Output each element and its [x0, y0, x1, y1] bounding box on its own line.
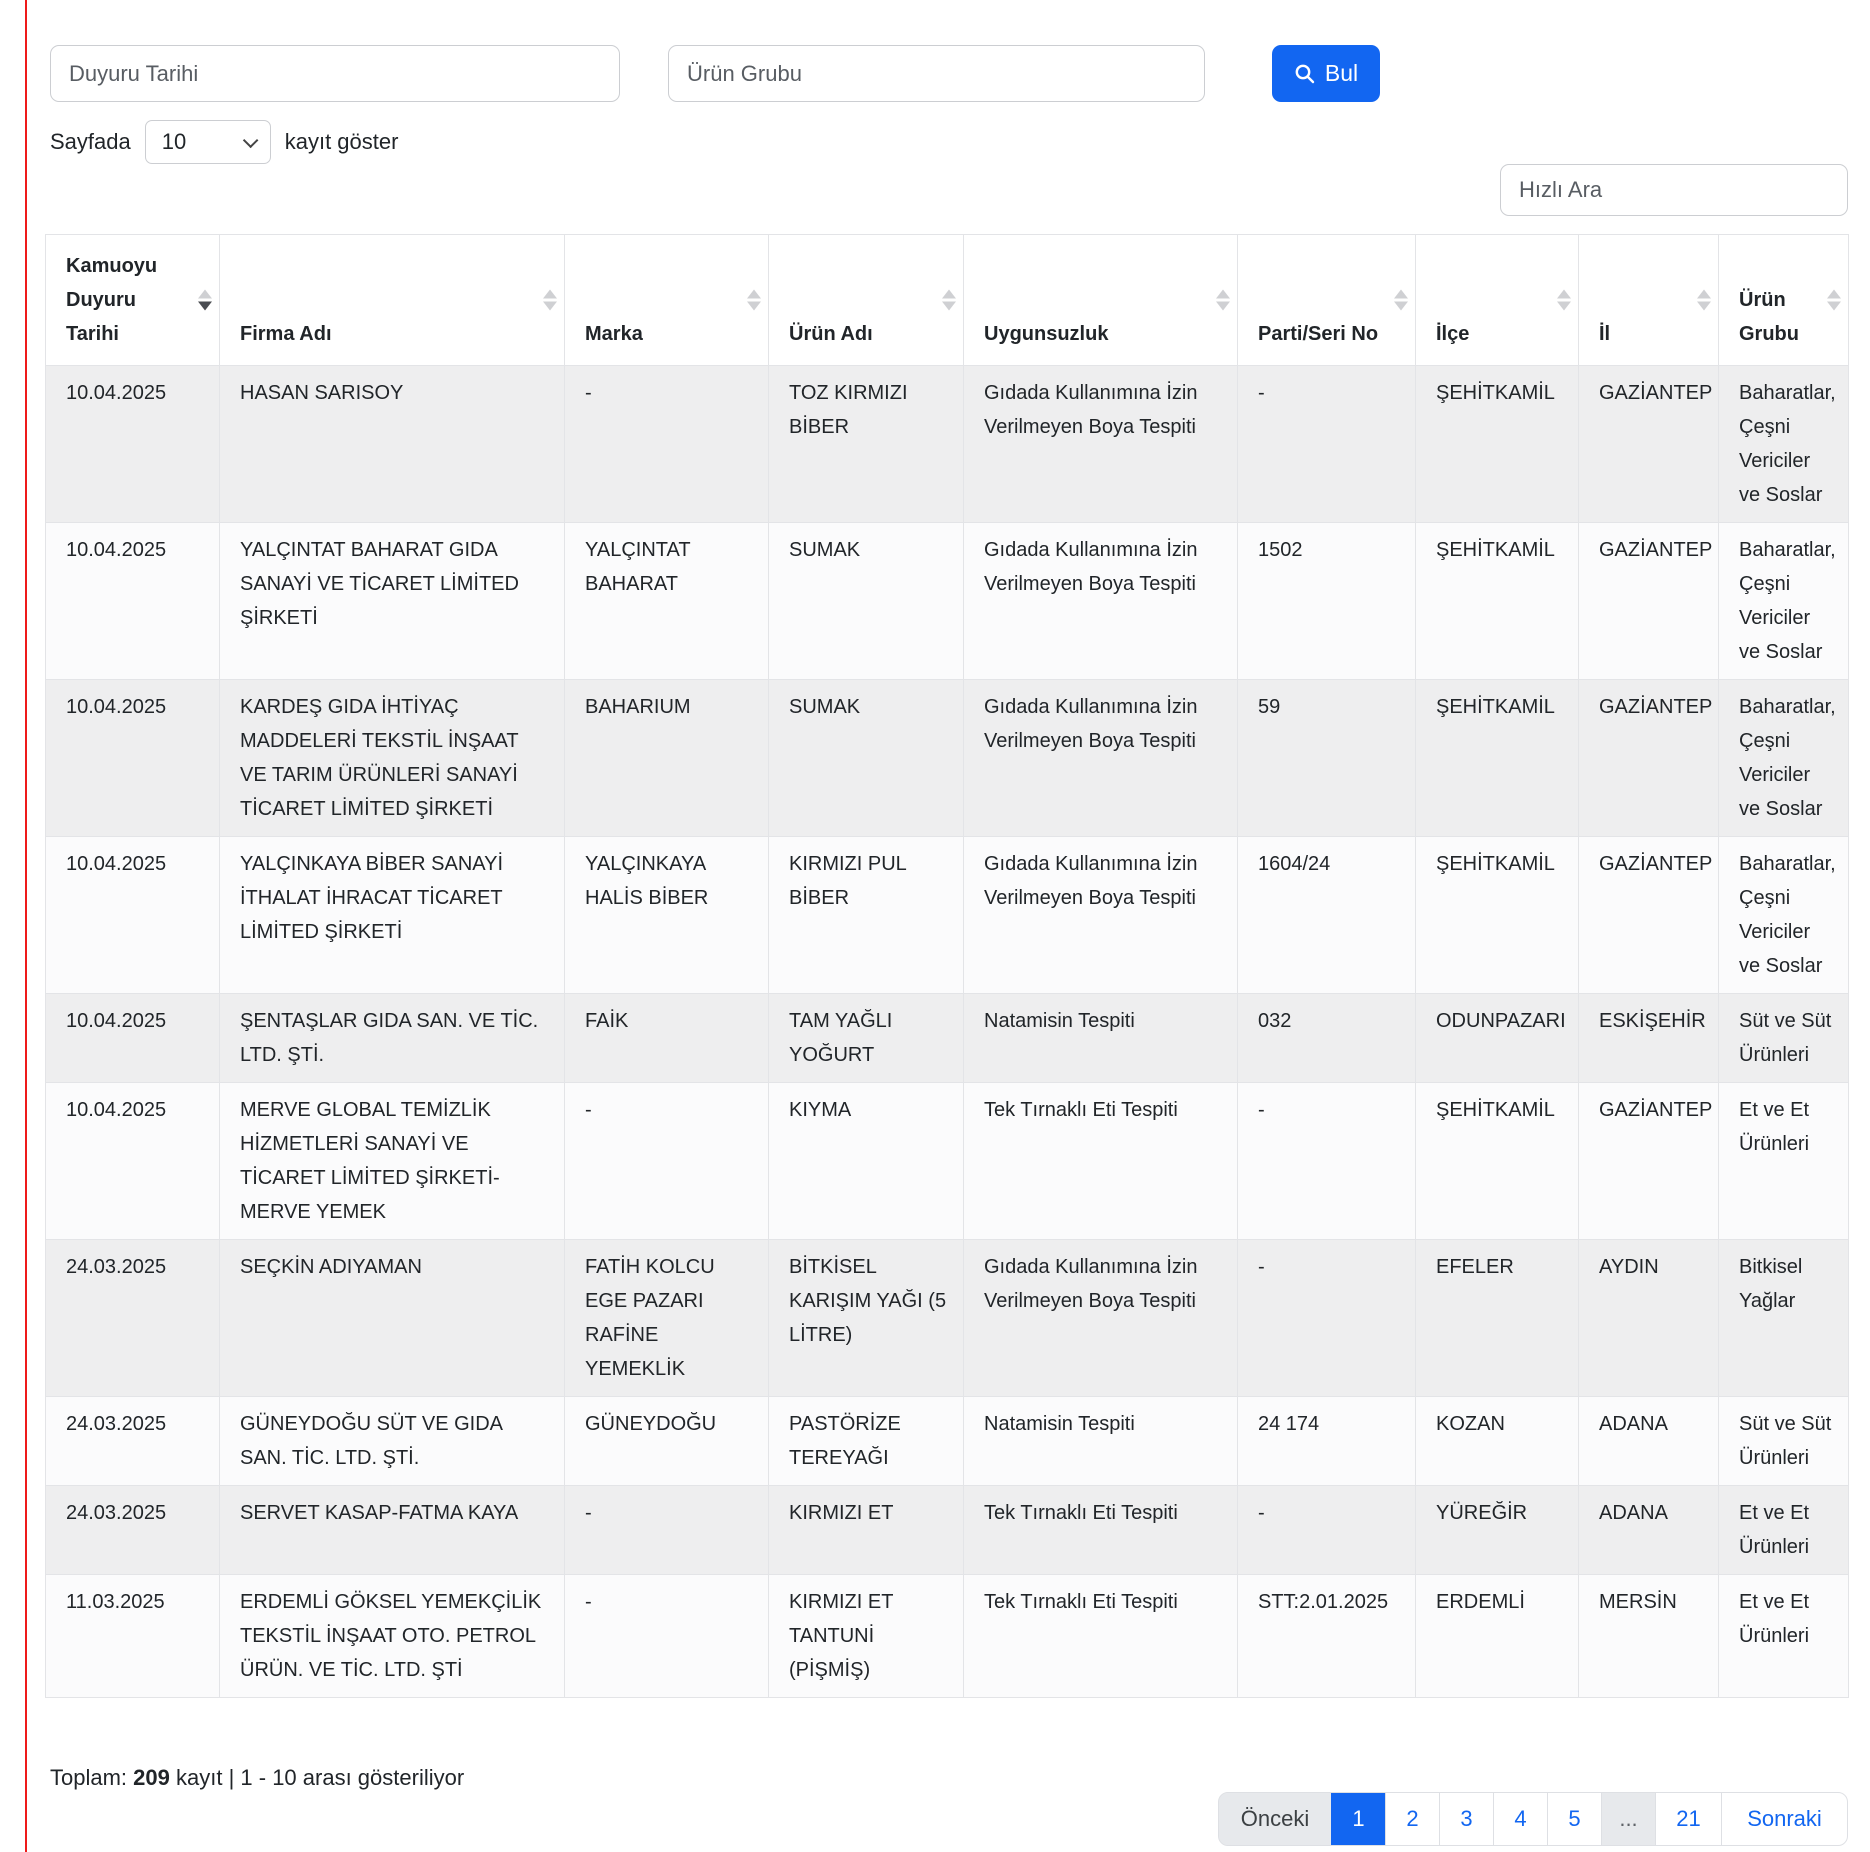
table-cell: SERVET KASAP-FATMA KAYA: [220, 1486, 565, 1575]
table-cell: ŞENTAŞLAR GIDA SAN. VE TİC. LTD. ŞTİ.: [220, 994, 565, 1083]
table-cell: YALÇINKAYA HALİS BİBER: [565, 837, 769, 994]
table-cell: TOZ KIRMIZI BİBER: [769, 366, 964, 523]
column-header-2[interactable]: [565, 235, 769, 366]
table-cell: 11.03.2025: [46, 1575, 220, 1698]
table-cell: ŞEHİTKAMİL: [1416, 680, 1579, 837]
quick-search-input[interactable]: [1500, 164, 1848, 216]
table-cell: Tek Tırnaklı Eti Tespiti: [964, 1083, 1238, 1240]
find-button-label: Bul: [1324, 60, 1359, 86]
column-header-5[interactable]: [1238, 235, 1416, 366]
table-cell: SUMAK: [769, 680, 964, 837]
column-header-label: İl: [1599, 323, 1611, 345]
table-cell: KIRMIZI ET TANTUNİ (PİŞMİŞ): [769, 1575, 964, 1698]
table-cell: BİTKİSEL KARIŞIM YAĞI (5 LİTRE): [769, 1240, 964, 1397]
sort-icon: [747, 290, 761, 311]
table-cell: YALÇINKAYA BİBER SANAYİ İTHALAT İHRACAT TİCARET LİMİTED ŞİRKETİ: [220, 837, 565, 994]
table-cell: -: [1238, 1240, 1416, 1397]
announcement-date-input[interactable]: [50, 45, 620, 102]
table-cell: KIYMA: [769, 1083, 964, 1240]
table-cell: Tek Tırnaklı Eti Tespiti: [964, 1575, 1238, 1698]
table-cell: MERVE GLOBAL TEMİZLİK HİZMETLERİ SANAYİ VE TİCARET LİMİTED ŞİRKETİ-MERVE YEMEK: [220, 1083, 565, 1240]
column-header-7[interactable]: [1579, 235, 1719, 366]
sort-icon: [1697, 290, 1711, 311]
table-cell: -: [1238, 1083, 1416, 1240]
column-header-label: İlçe: [1436, 323, 1470, 345]
table-cell: Natamisin Tespiti: [964, 1397, 1238, 1486]
pagination-page-4[interactable]: 4: [1493, 1793, 1547, 1845]
table-cell: Baharatlar, Çeşni Vericiler ve Soslar: [1719, 366, 1849, 523]
table-cell: -: [565, 1575, 769, 1698]
table-row: [46, 1240, 1849, 1397]
sort-icon: [1827, 290, 1841, 311]
table-cell: 1502: [1238, 523, 1416, 680]
table-cell: Tek Tırnaklı Eti Tespiti: [964, 1486, 1238, 1575]
table-cell: Et ve Et Ürünleri: [1719, 1083, 1849, 1240]
page-size-control: [50, 120, 398, 164]
total-count: 209: [133, 1765, 170, 1790]
table-cell: 10.04.2025: [46, 994, 220, 1083]
table-cell: FAİK: [565, 994, 769, 1083]
table-cell: YALÇINTAT BAHARAT GIDA SANAYİ VE TİCARET LİMİTED ŞİRKETİ: [220, 523, 565, 680]
total-prefix: Toplam:: [50, 1765, 128, 1790]
records-summary: [50, 1765, 464, 1791]
table-cell: SUMAK: [769, 523, 964, 680]
table-cell: 10.04.2025: [46, 680, 220, 837]
table-cell: Gıdada Kullanımına İzin Verilmeyen Boya Tespiti: [964, 680, 1238, 837]
column-header-8[interactable]: [1719, 235, 1849, 366]
table-cell: -: [1238, 1486, 1416, 1575]
table-header-row: [46, 235, 1849, 366]
table-cell: Gıdada Kullanımına İzin Verilmeyen Boya Tespiti: [964, 837, 1238, 994]
table-cell: Gıdada Kullanımına İzin Verilmeyen Boya Tespiti: [964, 523, 1238, 680]
table-cell: Bitkisel Yağlar: [1719, 1240, 1849, 1397]
column-header-label: Uygunsuzluk: [984, 323, 1109, 345]
table-row: [46, 1575, 1849, 1698]
page-size-value: 10: [161, 129, 187, 154]
table-cell: GAZİANTEP: [1579, 680, 1719, 837]
column-header-label: Ürün Adı: [789, 323, 873, 345]
table-cell: -: [1238, 366, 1416, 523]
chevron-down-icon: [243, 132, 259, 148]
table-cell: -: [565, 366, 769, 523]
table-row: [46, 837, 1849, 994]
table-cell: 59: [1238, 680, 1416, 837]
column-header-label: Firma Adı: [240, 323, 332, 345]
column-header-label: Ürün Grubu: [1739, 289, 1799, 345]
table-row: [46, 1397, 1849, 1486]
pagination-previous-button[interactable]: Önceki: [1219, 1793, 1331, 1845]
table-cell: 24.03.2025: [46, 1486, 220, 1575]
pagination-page-5[interactable]: 5: [1547, 1793, 1601, 1845]
table-cell: ŞEHİTKAMİL: [1416, 1083, 1579, 1240]
table-cell: EFELER: [1416, 1240, 1579, 1397]
table-row: [46, 523, 1849, 680]
table-cell: TAM YAĞLI YOĞURT: [769, 994, 964, 1083]
results-table: [45, 234, 1849, 1698]
table-row: [46, 1083, 1849, 1240]
column-header-4[interactable]: [964, 235, 1238, 366]
search-icon: [1294, 63, 1316, 85]
column-header-label: Parti/Seri No: [1258, 323, 1379, 345]
pagination-page-1[interactable]: 1: [1331, 1793, 1385, 1845]
table-cell: 24 174: [1238, 1397, 1416, 1486]
table-cell: KIRMIZI ET: [769, 1486, 964, 1575]
table-cell: 24.03.2025: [46, 1240, 220, 1397]
table-cell: Et ve Et Ürünleri: [1719, 1486, 1849, 1575]
pagination-ellipsis: ...: [1601, 1793, 1655, 1845]
column-header-label: Marka: [585, 323, 643, 345]
table-cell: GÜNEYDOĞU SÜT VE GIDA SAN. TİC. LTD. ŞTİ.: [220, 1397, 565, 1486]
table-cell: BAHARIUM: [565, 680, 769, 837]
product-group-input[interactable]: [668, 45, 1205, 102]
table-row: [46, 994, 1849, 1083]
table-cell: ESKİŞEHİR: [1579, 994, 1719, 1083]
table-cell: Baharatlar, Çeşni Vericiler ve Soslar: [1719, 837, 1849, 994]
table-cell: Süt ve Süt Ürünleri: [1719, 1397, 1849, 1486]
table-cell: AYDIN: [1579, 1240, 1719, 1397]
column-header-6[interactable]: [1416, 235, 1579, 366]
table-cell: GAZİANTEP: [1579, 1083, 1719, 1240]
table-cell: KARDEŞ GIDA İHTİYAÇ MADDELERİ TEKSTİL İNŞAAT VE TARIM ÜRÜNLERİ SANAYİ TİCARET LİMİTED ŞİRKETİ: [220, 680, 565, 837]
table-cell: 24.03.2025: [46, 1397, 220, 1486]
column-header-3[interactable]: [769, 235, 964, 366]
table-cell: FATİH KOLCU EGE PAZARI RAFİNE YEMEKLİK: [565, 1240, 769, 1397]
pagination-page-2[interactable]: 2: [1385, 1793, 1439, 1845]
table-cell: Baharatlar, Çeşni Vericiler ve Soslar: [1719, 680, 1849, 837]
table-cell: HASAN SARISOY: [220, 366, 565, 523]
table-cell: ADANA: [1579, 1397, 1719, 1486]
table-cell: ŞEHİTKAMİL: [1416, 366, 1579, 523]
column-header-0[interactable]: [46, 235, 220, 366]
table-cell: 10.04.2025: [46, 366, 220, 523]
pagination-next-button[interactable]: Sonraki: [1721, 1793, 1847, 1845]
page-left-red-border: [25, 0, 27, 1852]
table-cell: 032: [1238, 994, 1416, 1083]
table-cell: ŞEHİTKAMİL: [1416, 523, 1579, 680]
table-cell: ERDEMLİ: [1416, 1575, 1579, 1698]
sort-icon: [198, 290, 212, 311]
table-cell: Süt ve Süt Ürünleri: [1719, 994, 1849, 1083]
table-cell: PASTÖRİZE TEREYAĞI: [769, 1397, 964, 1486]
table-cell: KIRMIZI PUL BİBER: [769, 837, 964, 994]
table-cell: 10.04.2025: [46, 837, 220, 994]
pagination-page-21[interactable]: 21: [1655, 1793, 1721, 1845]
table-cell: Gıdada Kullanımına İzin Verilmeyen Boya Tespiti: [964, 1240, 1238, 1397]
table-cell: -: [565, 1083, 769, 1240]
table-cell: ŞEHİTKAMİL: [1416, 837, 1579, 994]
table-cell: GAZİANTEP: [1579, 523, 1719, 680]
table-cell: 10.04.2025: [46, 1083, 220, 1240]
page-size-select[interactable]: [145, 120, 271, 164]
page-size-prefix-label: Sayfada: [50, 129, 131, 154]
table-cell: SEÇKİN ADIYAMAN: [220, 1240, 565, 1397]
table-cell: YALÇINTAT BAHARAT: [565, 523, 769, 680]
table-cell: KOZAN: [1416, 1397, 1579, 1486]
table-cell: GAZİANTEP: [1579, 366, 1719, 523]
column-header-1[interactable]: [220, 235, 565, 366]
table-cell: 1604/24: [1238, 837, 1416, 994]
table-cell: Et ve Et Ürünleri: [1719, 1575, 1849, 1698]
find-button[interactable]: [1272, 45, 1380, 102]
pagination-bar: [1218, 1792, 1848, 1846]
table-cell: ERDEMLİ GÖKSEL YEMEKÇİLİK TEKSTİL İNŞAAT OTO. PETROL ÜRÜN. VE TİC. LTD. ŞTİ: [220, 1575, 565, 1698]
sort-icon: [1394, 290, 1408, 311]
pagination-pages: [1331, 1793, 1721, 1845]
table-row: [46, 680, 1849, 837]
page-size-suffix-label: kayıt göster: [284, 129, 399, 154]
pagination-page-3[interactable]: 3: [1439, 1793, 1493, 1845]
table-cell: STT:2.01.2025: [1238, 1575, 1416, 1698]
sort-icon: [1216, 290, 1230, 311]
table-cell: Baharatlar, Çeşni Vericiler ve Soslar: [1719, 523, 1849, 680]
table-cell: ADANA: [1579, 1486, 1719, 1575]
table-cell: GAZİANTEP: [1579, 837, 1719, 994]
table-cell: ODUNPAZARI: [1416, 994, 1579, 1083]
table-cell: GÜNEYDOĞU: [565, 1397, 769, 1486]
table-cell: 10.04.2025: [46, 523, 220, 680]
column-header-label: Kamuoyu Duyuru Tarihi: [66, 255, 158, 345]
table-row: [46, 366, 1849, 523]
table-cell: YÜREĞİR: [1416, 1486, 1579, 1575]
sort-icon: [543, 290, 557, 311]
table-cell: Natamisin Tespiti: [964, 994, 1238, 1083]
sort-icon: [942, 290, 956, 311]
table-row: [46, 1486, 1849, 1575]
total-suffix: kayıt | 1 - 10 arası gösteriliyor: [176, 1765, 465, 1790]
table-cell: MERSİN: [1579, 1575, 1719, 1698]
table-cell: -: [565, 1486, 769, 1575]
table-cell: Gıdada Kullanımına İzin Verilmeyen Boya Tespiti: [964, 366, 1238, 523]
sort-icon: [1557, 290, 1571, 311]
